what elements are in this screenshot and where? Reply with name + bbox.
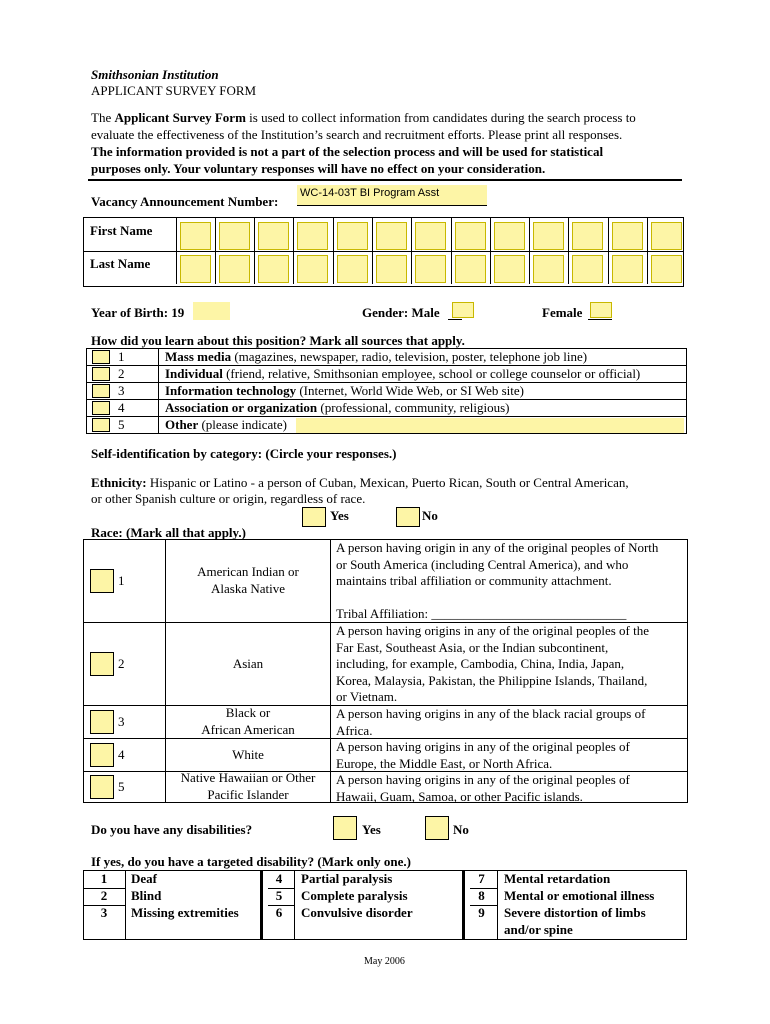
race-name: American Indian or — [197, 563, 299, 579]
race-description-line: A person having origins in any of the original peoples of — [336, 772, 630, 787]
sources-question: How did you learn about this position? Mark all sources that apply. — [91, 333, 465, 348]
notice-line-1: The information provided is not a part of the selection process and will be used for statistical — [91, 144, 604, 159]
first-name-char-box[interactable] — [494, 222, 525, 250]
race-name-line-2: African American — [201, 721, 295, 737]
last-name-label: Last Name — [90, 256, 151, 271]
last-name-char-box[interactable] — [297, 255, 328, 283]
source-checkbox[interactable] — [92, 350, 110, 364]
first-name-char-box[interactable] — [533, 222, 564, 250]
source-number: 3 — [118, 383, 125, 398]
race-number: 2 — [118, 655, 125, 671]
other-source-field[interactable] — [296, 418, 684, 433]
footer-date: May 2006 — [364, 956, 405, 967]
race-checkbox[interactable] — [90, 569, 114, 593]
notice-line-2: purposes only. Your voluntary responses will have no effect on your consideration. — [91, 161, 546, 176]
race-description-line: Hawaii, Guam, Samoa, or other Pacific islands. — [336, 788, 583, 804]
disability-number: 1 — [100, 871, 108, 886]
first-name-label: First Name — [90, 223, 153, 238]
disability-label: Deaf — [131, 871, 157, 886]
first-name-char-box[interactable] — [651, 222, 682, 250]
source-checkbox[interactable] — [92, 384, 110, 398]
race-description-line: A person having origins in any of the black racial groups of — [336, 706, 646, 721]
race-description-line: or Vietnam. — [336, 689, 398, 705]
race-description-line: Far East, Southeast Asia, or the Indian subcontinent, — [336, 639, 609, 655]
race-checkbox[interactable] — [90, 652, 114, 676]
org-name: Smithsonian Institution — [91, 67, 219, 82]
disability-label: Blind — [131, 888, 162, 903]
male-checkbox[interactable] — [452, 302, 474, 318]
last-name-char-box[interactable] — [533, 255, 564, 283]
first-name-char-box[interactable] — [219, 222, 250, 250]
disability-question: Do you have any disabilities? — [91, 822, 253, 837]
disability-label: Convulsive disorder — [301, 905, 413, 920]
race-name: Native Hawaiian or Other — [180, 770, 316, 785]
disability-number: 7 — [478, 871, 485, 886]
disability-number: 8 — [478, 888, 485, 903]
first-name-char-box[interactable] — [337, 222, 368, 250]
last-name-char-box[interactable] — [455, 255, 486, 283]
race-number: 4 — [118, 746, 125, 762]
source-checkbox[interactable] — [92, 418, 110, 432]
race-name-line-2: Alaska Native — [210, 580, 285, 596]
first-name-char-box[interactable] — [612, 222, 643, 250]
targeted-question: If yes, do you have a targeted disability? (Mark only one.) — [91, 854, 411, 869]
female-label: Female — [542, 305, 583, 320]
intro-line-2: evaluate the effectiveness of the Institution’s search and recruitment efforts. Please print all responses. — [91, 127, 623, 142]
female-underline — [588, 319, 612, 320]
first-name-char-box[interactable] — [297, 222, 328, 250]
disability-label: Mental retardation — [504, 871, 611, 886]
race-checkbox[interactable] — [90, 743, 114, 767]
race-name: White — [232, 746, 264, 762]
ethnicity-line-1: Ethnicity: Hispanic or Latino - a person of Cuban, Mexican, Puerto Rican, South or Central American, — [91, 475, 629, 490]
ethnicity-no-checkbox[interactable] — [396, 507, 420, 527]
intro-line-1: The Applicant Survey Form is used to collect information from candidates during the search process to — [91, 110, 636, 125]
disability-number: 9 — [478, 905, 485, 920]
last-name-char-box[interactable] — [494, 255, 525, 283]
race-name-line-2: Pacific Islander — [207, 787, 289, 802]
vacancy-label: Vacancy Announcement Number: — [91, 194, 279, 209]
last-name-char-box[interactable] — [337, 255, 368, 283]
disability-label: Partial paralysis — [301, 871, 393, 886]
race-number: 1 — [118, 572, 125, 588]
first-name-char-box[interactable] — [572, 222, 603, 250]
disability-label: Complete paralysis — [301, 888, 408, 903]
source-number: 5 — [118, 417, 125, 432]
source-label: Association or organization (professional, community, religious) — [165, 400, 510, 415]
disability-number: 4 — [275, 871, 283, 886]
disability-number: 2 — [100, 888, 108, 903]
male-underline — [448, 319, 462, 320]
last-name-char-box[interactable] — [376, 255, 407, 283]
disability-label: Severe distortion of limbs — [504, 905, 646, 920]
race-description-line: or South America (including Central America), and who — [336, 556, 629, 572]
race-description-line: including, for example, Cambodia, China, India, Japan, — [336, 656, 625, 672]
source-checkbox[interactable] — [92, 367, 110, 381]
year-of-birth-field[interactable] — [193, 302, 230, 320]
ethnicity-no-label: No — [422, 508, 438, 523]
source-checkbox[interactable] — [92, 401, 110, 415]
last-name-char-box[interactable] — [180, 255, 211, 283]
race-description-line: A person having origin in any of the original peoples of North — [336, 540, 659, 555]
ethnicity-yes-checkbox[interactable] — [302, 507, 326, 527]
last-name-char-box[interactable] — [651, 255, 682, 283]
form-title: APPLICANT SURVEY FORM — [91, 83, 257, 98]
race-checkbox[interactable] — [90, 775, 114, 799]
disability-label: Mental or emotional illness — [504, 888, 655, 903]
first-name-char-box[interactable] — [376, 222, 407, 250]
race-description-line: A person having origins in any of the original peoples of the — [336, 623, 650, 638]
race-description-line: Europe, the Middle East, or North Africa. — [336, 755, 553, 771]
last-name-char-box[interactable] — [415, 255, 446, 283]
race-description-line: Tribal Affiliation: ______________________________ — [336, 606, 627, 622]
year-of-birth-label: Year of Birth: 19 — [91, 305, 185, 320]
vacancy-underline — [297, 205, 487, 206]
disability-yes-label: Yes — [362, 822, 381, 837]
disability-number: 3 — [100, 905, 108, 920]
last-name-char-box[interactable] — [572, 255, 603, 283]
race-name: Black or — [225, 704, 271, 720]
first-name-char-box[interactable] — [180, 222, 211, 250]
race-label: Race: (Mark all that apply.) — [91, 525, 246, 540]
gender-label: Gender: Male — [362, 305, 440, 320]
race-description-line: A person having origins in any of the original peoples of — [336, 739, 630, 754]
selfid-heading: Self-identification by category: (Circle your responses.) — [91, 446, 397, 461]
disability-no-label: No — [453, 822, 469, 837]
disability-yes-checkbox[interactable] — [333, 816, 357, 840]
disability-label: Missing extremities — [131, 905, 239, 920]
source-number: 4 — [118, 400, 125, 415]
race-number: 3 — [118, 713, 125, 729]
female-checkbox[interactable] — [590, 302, 612, 318]
vacancy-number-field[interactable]: WC-14-03T BI Program Asst — [297, 185, 487, 205]
first-name-char-box[interactable] — [455, 222, 486, 250]
last-name-char-box[interactable] — [219, 255, 250, 283]
last-name-char-box[interactable] — [258, 255, 289, 283]
ethnicity-line-2: or other Spanish culture or origin, regardless of race. — [91, 491, 366, 506]
race-checkbox[interactable] — [90, 710, 114, 734]
disability-number: 6 — [275, 905, 283, 920]
disability-label-line-2: and/or spine — [504, 922, 573, 937]
source-number: 2 — [118, 366, 125, 381]
race-description-line: Africa. — [336, 722, 373, 738]
source-label: Information technology (Internet, World Wide Web, or SI Web site) — [165, 383, 524, 398]
last-name-char-box[interactable] — [612, 255, 643, 283]
ethnicity-yes-label: Yes — [330, 508, 349, 523]
race-number: 5 — [118, 779, 125, 794]
source-number: 1 — [118, 349, 125, 364]
disability-number: 5 — [275, 888, 283, 903]
race-description-line: maintains tribal affiliation or community attachment. — [336, 573, 612, 589]
source-label: Other (please indicate) — [165, 417, 288, 432]
header-rule — [88, 179, 682, 181]
race-description-line: Korea, Malaysia, Pakistan, the Philippine Islands, Thailand, — [336, 672, 648, 688]
first-name-char-box[interactable] — [415, 222, 446, 250]
race-name: Asian — [232, 655, 264, 671]
disability-no-checkbox[interactable] — [425, 816, 449, 840]
source-label: Mass media (magazines, newspaper, radio, television, poster, telephone job line) — [165, 349, 588, 364]
source-label: Individual (friend, relative, Smithsonian employee, school or college counselor or official) — [165, 366, 641, 381]
first-name-char-box[interactable] — [258, 222, 289, 250]
